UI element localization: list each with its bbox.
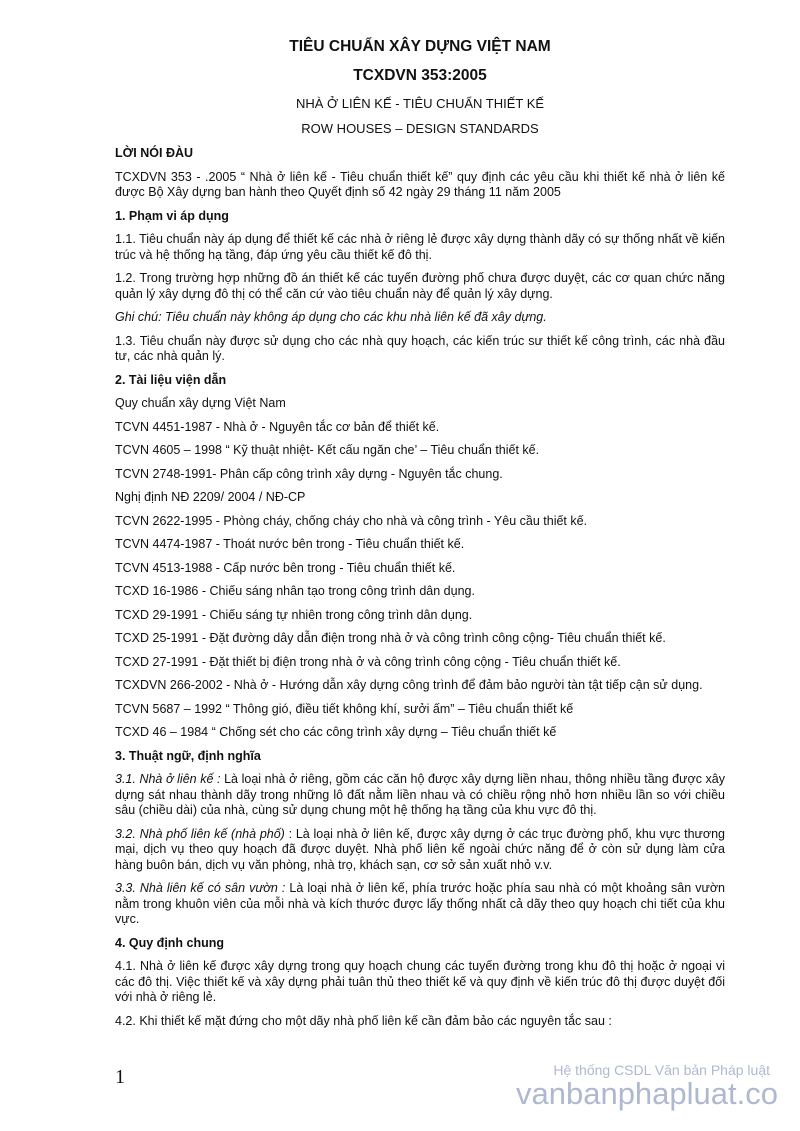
- foreword-text: TCXDVN 353 - .2005 “ Nhà ở liên kế - Tiêu chuẩn thiết kế” quy định các yêu cầu khi thiết kế nhà ở liên kế được Bộ Xây dựng ban hành theo Quyết định số 42 ngày 29 tháng 11 năm 2005: [115, 169, 725, 199]
- section-1-heading: 1. Phạm vi áp dụng: [115, 208, 229, 223]
- clause-1-2: 1.2. Trong trường hợp những đồ án thiết kế các tuyến đường phố chưa được duyệt, các cơ quan chức năng quản lý xây dựng đô thị có thể căn cứ vào tiêu chuẩn này để quản lý xây dựng.: [115, 271, 725, 301]
- definition-text: Là loại nhà ở liên kế, phía trước hoặc phía sau nhà có một khoảng sân vườn nằm trong khuôn viên của mỗi nhà và kích thước được lấy thống nhất cả dãy theo quy hoạch chi tiết của khu vực.: [115, 881, 726, 926]
- reference-item: TCVN 4513-1988 - Cấp nước bên trong - Tiêu chuẩn thiết kế.: [115, 560, 456, 575]
- reference-item: TCVN 2622-1995 - Phòng cháy, chống cháy cho nhà và công trình - Yêu cầu thiết kế.: [115, 513, 588, 528]
- definition-term: 3.3. Nhà liên kế có sân vườn :: [115, 881, 286, 895]
- note: [115, 310, 725, 326]
- subtitle-vietnamese: NHÀ Ở LIÊN KẾ - TIÊU CHUẨN THIẾT KẾ: [295, 96, 545, 111]
- document-title: TIÊU CHUẨN XÂY DỰNG VIỆT NAM: [289, 38, 551, 55]
- section-3-heading: 3. Thuật ngữ, định nghĩa: [115, 748, 261, 763]
- reference-item: TCXD 27-1991 - Đặt thiết bị điện trong nhà ở và công trình công cộng - Tiêu chuẩn thiết kế.: [115, 654, 621, 669]
- definition-3-1: [115, 772, 725, 819]
- document-page: [115, 38, 725, 1037]
- subtitle-english: ROW HOUSES – DESIGN STANDARDS: [301, 121, 539, 136]
- clause-4-1: 4.1. Nhà ở liên kế được xây dựng trong quy hoạch chung các tuyến đường trong khu đô thị hoặc ở ngoại vi các đô thị. Việc thiết kế và xây dựng phải tuân thủ theo thiết kế và quy định về kiến trúc đô thị được duyệt đối với nhà ở riêng lẻ.: [115, 959, 725, 1004]
- definition-3-3: [115, 881, 725, 928]
- reference-item: TCVN 4605 – 1998 “ Kỹ thuật nhiệt- Kết cấu ngăn che’ – Tiêu chuẩn thiết kế.: [115, 443, 540, 457]
- foreword-heading: LỜI NÓI ĐÀU: [115, 146, 194, 160]
- reference-item: TCVN 4474-1987 - Thoát nước bên trong - Tiêu chuẩn thiết kế.: [115, 537, 465, 551]
- note-text: Ghi chú: Tiêu chuẩn này không áp dụng cho các khu nhà liên kế đã xây dựng.: [115, 310, 547, 324]
- page-number: 1: [115, 1066, 125, 1088]
- reference-item: TCXD 25-1991 - Đặt đường dây dẫn điện trong nhà ở và công trình công cộng- Tiêu chuẩn thiết kế.: [115, 631, 666, 645]
- definition-text: : Là loại nhà ở liên kế, được xây dựng ở các trục đường phố, khu vực thương mại, dịch vụ theo quy hoạch đã được duyệt. Nhà phố liên kế ngoài chức năng để ở còn sử dụng làm cửa hàng buôn bán, dịch vụ văn phòng, nhà trọ, khách sạn, cơ sở sản xuất nhỏ v.v.: [115, 826, 725, 872]
- reference-item: TCXDVN 266-2002 - Nhà ở - Hướng dẫn xây dựng công trình để đảm bảo người tàn tật tiếp cận sử dụng.: [115, 678, 703, 692]
- definition-term: 3.1. Nhà ở liên kế :: [115, 772, 221, 786]
- section-4-heading: 4. Quy định chung: [115, 935, 225, 950]
- reference-item: TCVN 4451-1987 - Nhà ở - Nguyên tắc cơ bản để thiết kế.: [115, 419, 440, 434]
- watermark-caption: Hệ thống CSDL Văn bản Pháp luật: [553, 1062, 770, 1078]
- definition-3-2: [115, 827, 725, 874]
- reference-item: Quy chuẩn xây dựng Việt Nam: [115, 396, 286, 410]
- reference-item: TCVN 5687 – 1992 “ Thông gió, điều tiết không khí, sưởi ấm” – Tiêu chuẩn thiết kế: [115, 701, 574, 716]
- reference-item: TCXD 29-1991 - Chiếu sáng tự nhiên trong công trình dân dụng.: [115, 607, 473, 622]
- standard-code: TCXDVN 353:2005: [353, 67, 487, 84]
- definition-term: 3.2. Nhà phố liên kế (nhà phố): [115, 826, 285, 841]
- watermark-site: vanbanphapluat.co: [515, 1076, 778, 1111]
- reference-item: Nghị định NĐ 2209/ 2004 / NĐ-CP: [115, 490, 306, 504]
- clause-1-3: 1.3. Tiêu chuẩn này được sử dụng cho các nhà quy hoạch, các kiến trúc sư thiết kế công trình, các nhà đầu tư, các nhà quản lý.: [115, 333, 725, 363]
- reference-item: TCXD 46 – 1984 “ Chống sét cho các công trình xây dựng – Tiêu chuẩn thiết kế: [115, 725, 557, 739]
- reference-item: TCXD 16-1986 - Chiếu sáng nhân tạo trong công trình dân dụng.: [115, 584, 475, 598]
- section-2-heading: 2. Tài liệu viện dẫn: [115, 372, 227, 387]
- reference-item: TCVN 2748-1991- Phân cấp công trình xây dựng - Nguyên tắc chung.: [115, 466, 503, 481]
- clause-4-2: 4.2. Khi thiết kế mặt đứng cho một dãy nhà phố liên kế cần đảm bảo các nguyên tắc sau :: [115, 1013, 612, 1028]
- definition-text: Là loại nhà ở riêng, gồm các căn hộ được xây dựng liền nhau, thông nhiều tầng được xây dựng sát nhau thành dãy trong những lô đất nằm liền nhau và có chiều rộng nhỏ hơn nhiều lần so với chiều sâu (chiều dài) của nhà, cùng sử dụng chung một hệ thống hạ tầng của khu vực đô thị.: [115, 772, 725, 817]
- clause-1-1: 1.1. Tiêu chuẩn này áp dụng để thiết kế các nhà ở riêng lẻ được xây dựng thành dãy có sự thống nhất về kiến trúc và hệ thống hạ tầng, đáp ứng yêu cầu thiết kế đô thị.: [115, 232, 725, 262]
